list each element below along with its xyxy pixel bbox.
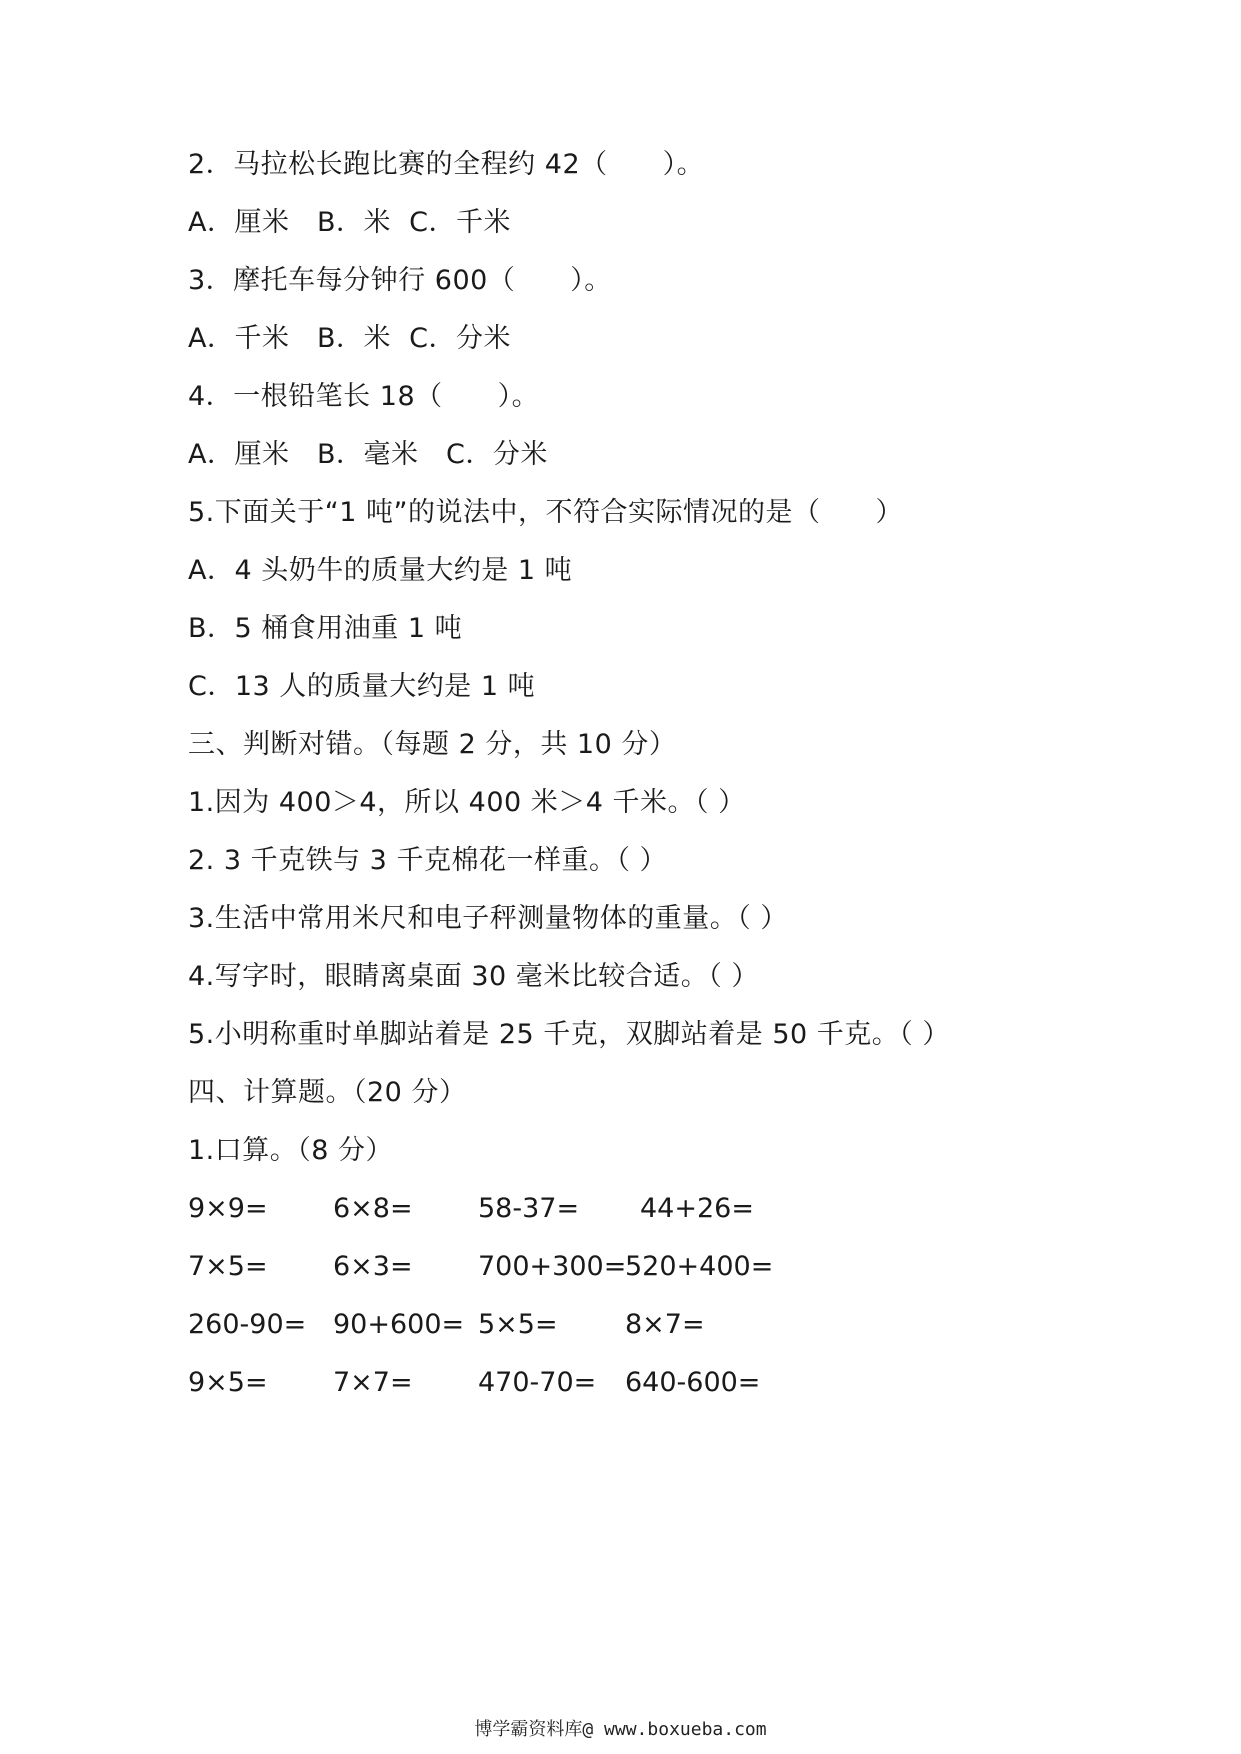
calc-cell: 90+600= [333,1309,465,1340]
calc-cell: 7×5= [188,1251,268,1282]
calc-cell: 640-600= [625,1367,761,1398]
calc-cell: 7×7= [333,1367,413,1398]
calc-cell: 9×5= [188,1367,268,1398]
question-2-options: A．厘米 B．米 C．千米 [188,207,512,238]
question-4-options: A．厘米 B．毫米 C．分米 [188,439,548,470]
calc-cell: 470-70= [478,1367,597,1398]
calc-cell: 260-90= [188,1309,307,1340]
calc-cell: 520+400= [625,1251,774,1282]
question-3-options: A．千米 B．米 C．分米 [188,323,512,354]
question-5-option-b: B．5 桶食用油重 1 吨 [188,613,463,644]
calc-cell: 700+300= [478,1251,627,1282]
question-5-option-c: C．13 人的质量大约是 1 吨 [188,671,536,702]
judge-item: 4.写字时，眼睛离桌面 30 毫米比较合适。（ ） [188,961,759,992]
question-2: 2．马拉松长跑比赛的全程约 42（ ）。 [188,149,705,180]
section-heading-judge: 三、判断对错。（每题 2 分，共 10 分） [188,729,677,760]
sub-heading-mental-math: 1.口算。（8 分） [188,1135,394,1166]
calc-cell: 9×9= [188,1193,268,1224]
calc-cell: 44+26= [640,1193,754,1224]
section-heading-calc: 四、计算题。（20 分） [188,1077,467,1108]
calc-cell: 6×8= [333,1193,413,1224]
calc-cell: 8×7= [625,1309,705,1340]
calc-cell: 5×5= [478,1309,558,1340]
judge-item: 3.生活中常用米尺和电子秤测量物体的重量。（ ） [188,903,788,934]
judge-item: 2. 3 千克铁与 3 千克棉花一样重。（ ） [188,845,668,876]
footer-watermark: 博学霸资料库@ www.boxueba.com [474,1719,767,1740]
judge-item: 1.因为 400＞4，所以 400 米＞4 千米。（ ） [188,787,746,818]
question-5-option-a: A．4 头奶牛的质量大约是 1 吨 [188,555,573,586]
judge-item: 5.小明称重时单脚站着是 25 千克，双脚站着是 50 千克。（ ） [188,1019,950,1050]
calc-cell: 6×3= [333,1251,413,1282]
question-4: 4．一根铅笔长 18（ ）。 [188,381,540,412]
calc-cell: 58-37= [478,1193,580,1224]
question-3: 3．摩托车每分钟行 600（ ）。 [188,265,612,296]
question-5: 5.下面关于“1 吨”的说法中，不符合实际情况的是（ ） [188,497,903,528]
